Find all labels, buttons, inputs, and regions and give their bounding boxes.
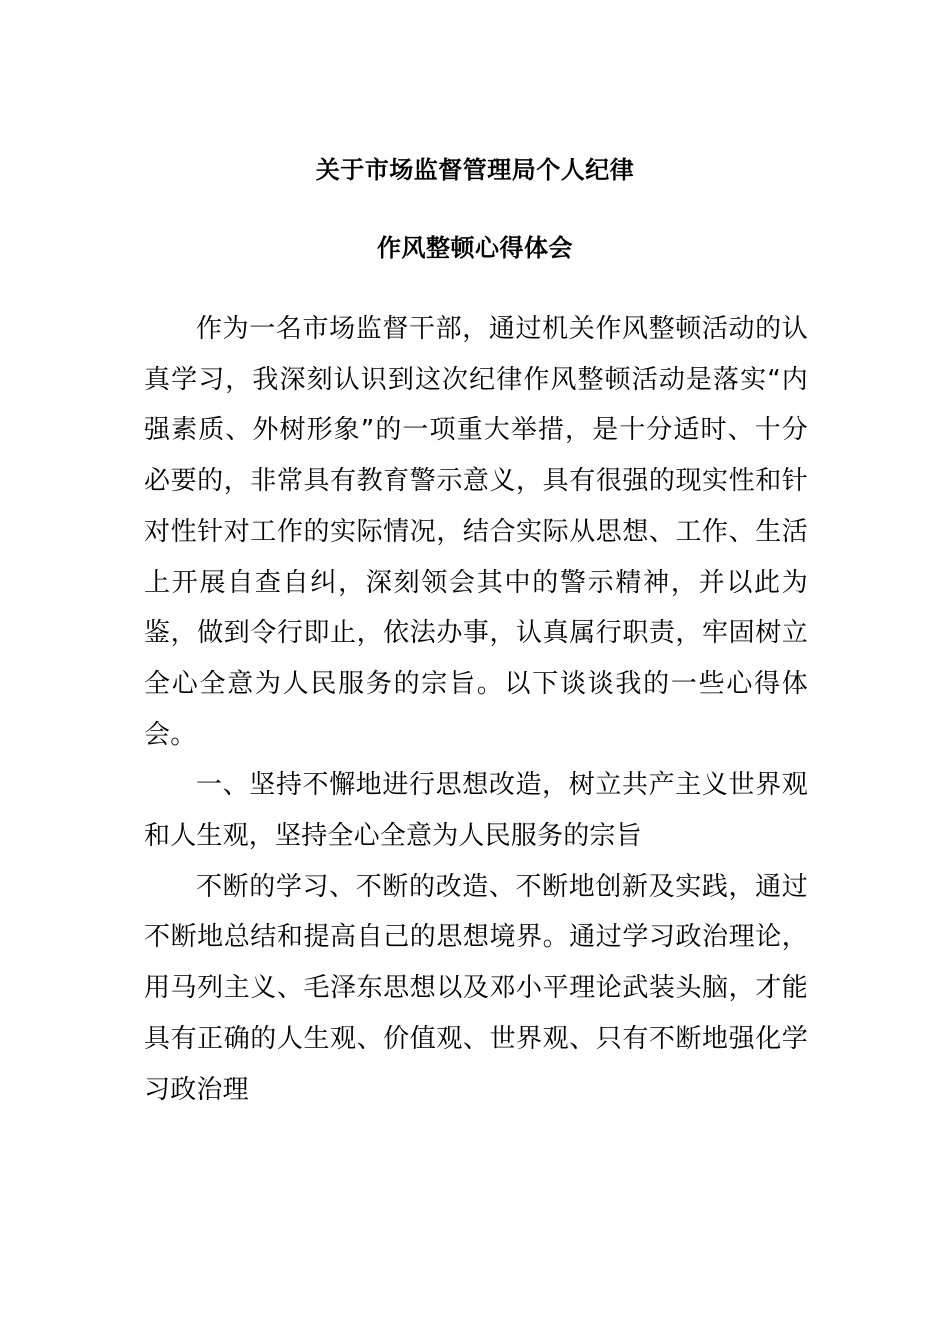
paragraph-section-heading-1: 一、坚持不懈地进行思想改造，树立共产主义世界观和人生观，坚持全心全意为人民服务的宗旨 [144, 770, 808, 852]
paragraph-section-body-1: 不断的学习、不断的改造、不断地创新及实践，通过不断地总结和提高自己的思想境界。通过学习政治理论，用马列主义、毛泽东思想以及邓小平理论武装头脑，才能具有正确的人生观、价值观、世界观、只有不断地强化学习政治理 [144, 871, 808, 1105]
document-body [144, 304, 808, 1115]
document-title-line-2: 作风整顿心得体会 [377, 234, 573, 262]
document-title-line-1: 关于市场监督管理局个人纪律 [315, 156, 635, 184]
paragraph-intro: 作为一名市场监督干部，通过机关作风整顿活动的认真学习，我深刻认识到这次纪律作风整顿活动是落实“内强素质、外树形象”的一项重大举措，是十分适时、十分必要的，非常具有教育警示意义，具有很强的现实性和针对性针对工作的实际情况，结合实际从思想、工作、生活上开展自查自纠，深刻领会其中的警示精神，并以此为鉴，做到令行即止，依法办事，认真属行职责，牢固树立全心全意为人民服务的宗旨。以下谈谈我的一些心得体会。 [144, 314, 808, 750]
